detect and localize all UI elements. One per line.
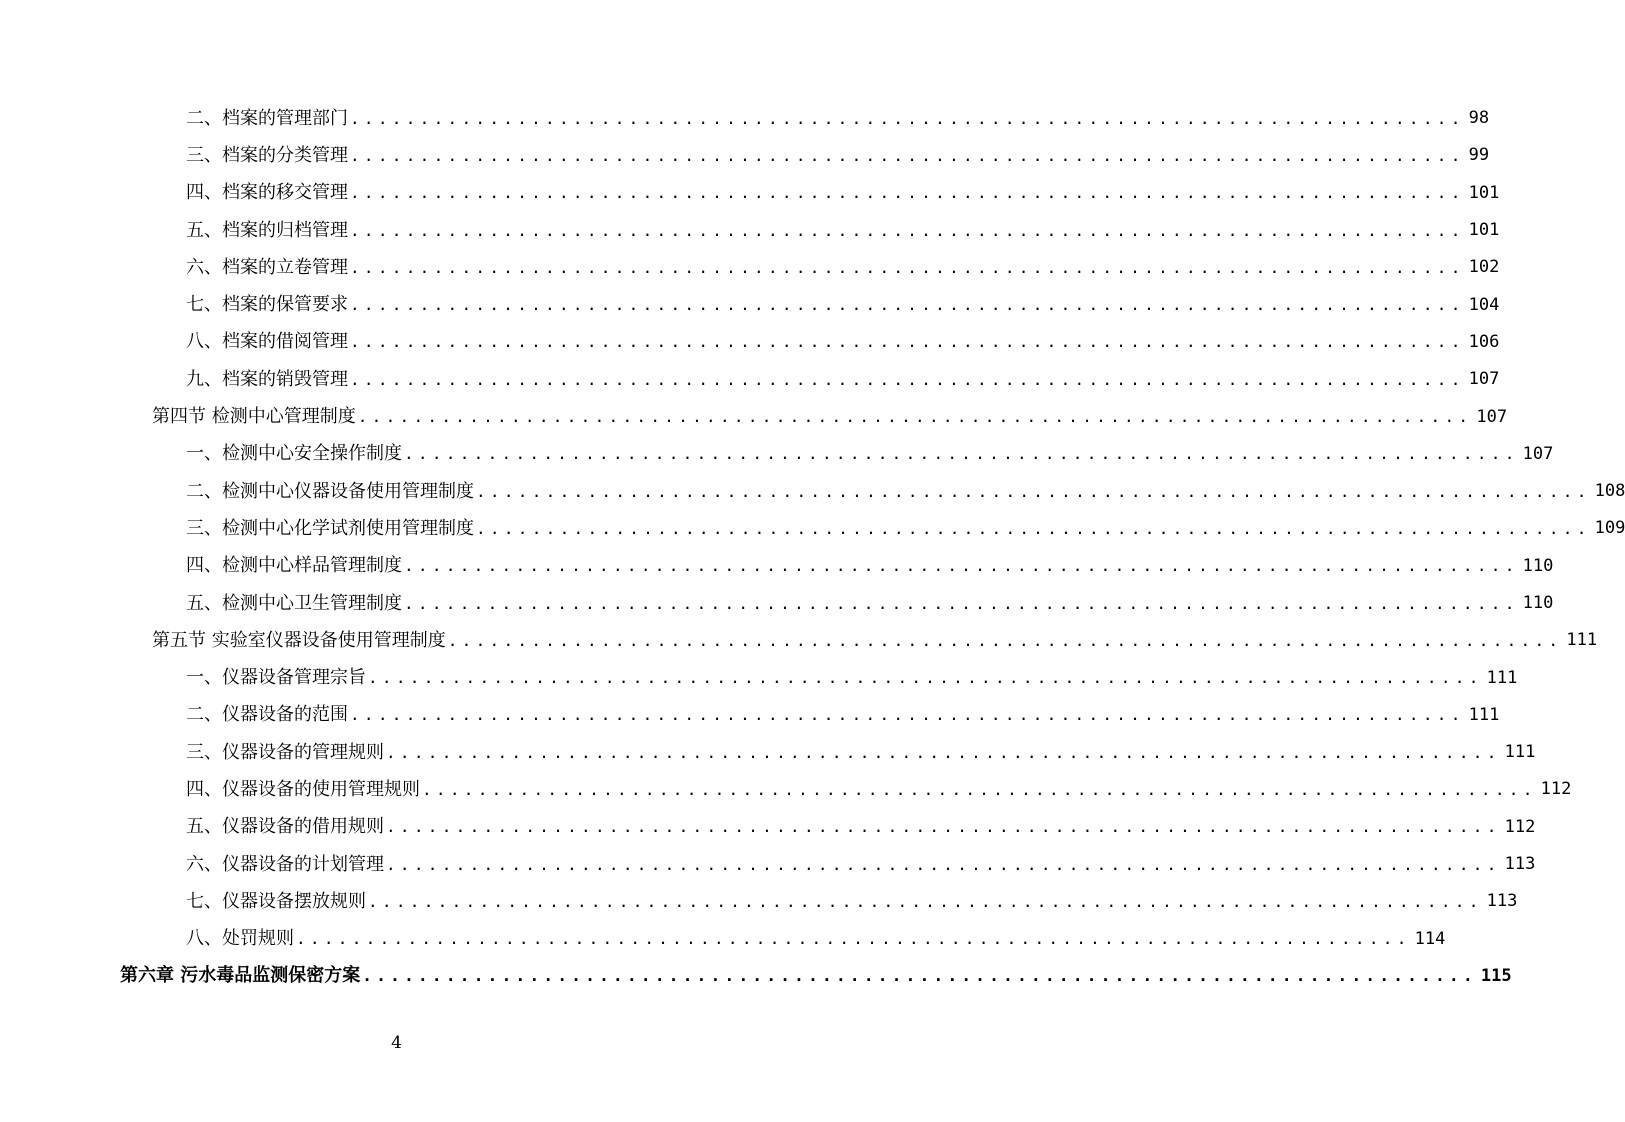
toc-entry-title: 三、档案的分类管理 (186, 144, 348, 166)
toc-dot-leader: ................................................................................ (350, 705, 1465, 725)
toc-section-entry[interactable] (0, 398, 1508, 435)
toc-subsection-entry[interactable] (0, 436, 1554, 473)
toc-entry-page: 107 (1522, 443, 1554, 464)
toc-entry-page: 111 (1566, 630, 1598, 651)
toc-entry-title: 四、仪器设备的使用管理规则 (186, 778, 420, 800)
toc-chapter-entry[interactable] (0, 958, 1512, 995)
toc-subsection-entry[interactable] (0, 921, 1446, 958)
toc-entry-page: 104 (1468, 294, 1500, 315)
toc-entry-page: 111 (1504, 742, 1536, 763)
toc-dot-leader: ................................................................................ (368, 891, 1483, 911)
toc-dot-leader: ................................................................................ (404, 593, 1519, 613)
toc-entry-title: 第四节 检测中心管理制度 (152, 406, 356, 428)
toc-entry-title: 六、档案的立卷管理 (186, 256, 348, 278)
toc-subsection-entry[interactable] (0, 809, 1536, 846)
toc-subsection-entry[interactable] (0, 510, 1625, 547)
toc-subsection-entry[interactable] (0, 585, 1554, 622)
toc-entry-page: 106 (1468, 331, 1500, 352)
toc-entry-page: 110 (1522, 555, 1554, 576)
toc-entry-title: 一、仪器设备管理宗旨 (186, 667, 366, 689)
toc-entry-page: 107 (1476, 406, 1508, 427)
toc-subsection-entry[interactable] (0, 659, 1518, 696)
toc-entry-page: 112 (1504, 816, 1536, 837)
toc-dot-leader: ................................................................................ (386, 817, 1501, 837)
toc-entry-title: 七、档案的保管要求 (186, 294, 348, 316)
toc-dot-leader: ................................................................................ (350, 369, 1465, 389)
toc-entry-page: 98 (1468, 108, 1490, 129)
toc-dot-leader: ................................................................................ (404, 556, 1519, 576)
toc-dot-leader: ................................................................................ (350, 108, 1465, 128)
toc-subsection-entry[interactable] (0, 771, 1572, 808)
toc-entry-page: 111 (1486, 667, 1518, 688)
toc-entry-title: 八、档案的借阅管理 (186, 331, 348, 353)
toc-dot-leader: ................................................................................ (357, 407, 1473, 427)
toc-entry-title: 第五节 实验室仪器设备使用管理制度 (152, 629, 446, 651)
toc-entry-title: 二、检测中心仪器设备使用管理制度 (186, 480, 474, 502)
toc-entry-title: 六、仪器设备的计划管理 (186, 853, 384, 875)
toc-entry-page: 113 (1504, 854, 1536, 875)
toc-dot-leader: ................................................................................ (350, 220, 1465, 240)
toc-dot-leader: ................................................................................ (368, 668, 1483, 688)
toc-section-entry[interactable] (0, 622, 1598, 659)
toc-dot-leader: ................................................................................ (476, 518, 1591, 538)
toc-entry-title: 五、档案的归档管理 (186, 219, 348, 241)
toc-subsection-entry[interactable] (0, 846, 1536, 883)
toc-dot-leader: ................................................................................ (386, 742, 1501, 762)
toc-subsection-entry[interactable] (0, 100, 1490, 137)
toc-dot-leader: ................................................................................ (350, 145, 1465, 165)
toc-entry-page: 114 (1414, 928, 1446, 949)
toc-subsection-entry[interactable] (0, 548, 1554, 585)
toc-entry-page: 107 (1468, 369, 1500, 390)
toc-entry-page: 112 (1540, 779, 1572, 800)
toc-entry-title: 八、处罚规则 (186, 928, 294, 950)
toc-entry-title: 四、检测中心样品管理制度 (186, 555, 402, 577)
toc-entry-page: 99 (1468, 145, 1490, 166)
toc-entry-page: 101 (1468, 182, 1500, 203)
toc-subsection-entry[interactable] (0, 473, 1625, 510)
toc-entry-title: 九、档案的销毁管理 (186, 368, 348, 390)
toc-dot-leader: ................................................................................ (404, 444, 1519, 464)
toc-dot-leader: ................................................................................ (350, 257, 1465, 277)
toc-entry-page: 101 (1468, 220, 1500, 241)
toc-entry-page: 102 (1468, 257, 1500, 278)
toc-entry-title: 五、仪器设备的借用规则 (186, 816, 384, 838)
toc-dot-leader: ................................................................................ (476, 481, 1591, 501)
toc-subsection-entry[interactable] (0, 137, 1490, 174)
toc-entry-page: 108 (1594, 481, 1625, 502)
toc-dot-leader: ................................................................................ (422, 779, 1537, 799)
toc-entry-title: 第六章 污水毒品监测保密方案 (120, 965, 361, 987)
toc-subsection-entry[interactable] (0, 249, 1500, 286)
toc-entry-page: 115 (1480, 965, 1512, 986)
toc-entry-title: 二、档案的管理部门 (186, 107, 348, 129)
toc-entry-title: 七、仪器设备摆放规则 (186, 890, 366, 912)
toc-dot-leader: ................................................................................ (362, 966, 1477, 986)
toc-subsection-entry[interactable] (0, 324, 1500, 361)
toc-subsection-entry[interactable] (0, 883, 1518, 920)
table-of-contents (0, 100, 1625, 995)
toc-subsection-entry[interactable] (0, 175, 1500, 212)
toc-entry-page: 111 (1468, 704, 1500, 725)
toc-dot-leader: ................................................................................ (350, 183, 1465, 203)
toc-subsection-entry[interactable] (0, 286, 1500, 323)
toc-dot-leader: ................................................................................ (447, 630, 1563, 650)
toc-entry-title: 三、仪器设备的管理规则 (186, 741, 384, 763)
toc-entry-page: 110 (1522, 593, 1554, 613)
toc-subsection-entry[interactable] (0, 734, 1536, 771)
toc-entry-title: 三、检测中心化学试剂使用管理制度 (186, 517, 474, 539)
toc-entry-page: 113 (1486, 891, 1518, 912)
toc-entry-title: 五、检测中心卫生管理制度 (186, 592, 402, 614)
toc-dot-leader: ................................................................................ (350, 295, 1465, 315)
toc-dot-leader: ................................................................................ (296, 929, 1411, 949)
toc-entry-page: 109 (1594, 518, 1625, 539)
toc-entry-title: 四、档案的移交管理 (186, 182, 348, 204)
toc-entry-title: 一、检测中心安全操作制度 (186, 443, 402, 465)
page-number: 4 (391, 1033, 402, 1053)
toc-subsection-entry[interactable] (0, 361, 1500, 398)
toc-subsection-entry[interactable] (0, 697, 1500, 734)
toc-entry-title: 二、仪器设备的范围 (186, 704, 348, 726)
toc-dot-leader: ................................................................................ (386, 854, 1501, 874)
toc-subsection-entry[interactable] (0, 212, 1500, 249)
toc-dot-leader: ................................................................................ (350, 332, 1465, 352)
